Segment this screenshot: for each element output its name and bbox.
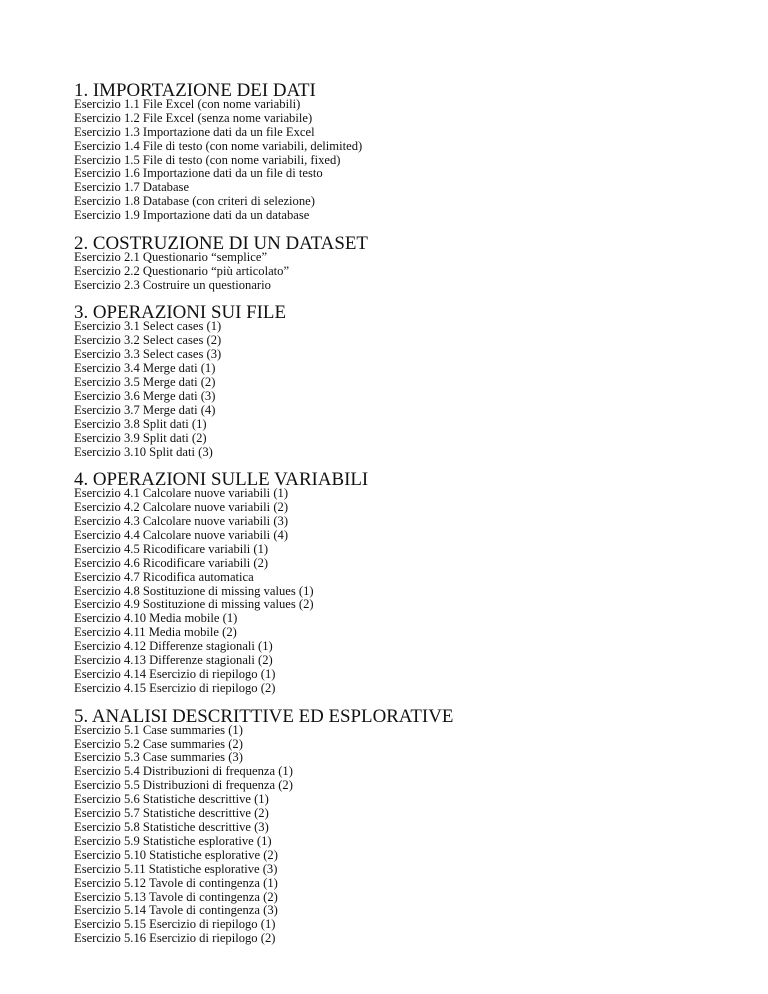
exercise-item: Esercizio 5.6 Statistiche descrittive (1) <box>74 792 269 807</box>
exercise-item: Esercizio 3.3 Select cases (3) <box>74 347 222 362</box>
exercise-item: Esercizio 1.8 Database (con criteri di selezione) <box>74 194 315 209</box>
exercise-item: Esercizio 4.5 Ricodificare variabili (1) <box>74 541 269 556</box>
exercise-item: Esercizio 3.4 Merge dati (1) <box>74 361 216 376</box>
exercise-item: Esercizio 1.5 File di testo (con nome variabili, fixed) <box>74 152 341 167</box>
section-title: 3. OPERAZIONI SUI FILE <box>74 302 286 324</box>
exercise-item: Esercizio 4.12 Differenze stagionali (1) <box>74 639 273 654</box>
exercise-item: Esercizio 3.1 Select cases (1) <box>74 319 222 334</box>
exercise-item: Esercizio 4.14 Esercizio di riepilogo (1) <box>74 667 276 682</box>
section-operazioni-variabili <box>74 469 734 696</box>
exercise-item: Esercizio 5.11 Statistiche esplorative (3) <box>74 861 278 876</box>
exercise-item: Esercizio 5.2 Case summaries (2) <box>74 736 243 751</box>
exercise-item: Esercizio 2.1 Questionario “semplice” <box>74 249 268 264</box>
section-operazioni-file <box>74 302 734 459</box>
exercise-item: Esercizio 4.13 Differenze stagionali (2) <box>74 653 273 668</box>
exercise-item: Esercizio 4.6 Ricodificare variabili (2) <box>74 555 269 570</box>
exercise-item: Esercizio 1.6 Importazione dati da un file di testo <box>74 166 323 181</box>
exercise-item: Esercizio 1.1 File Excel (con nome variabili) <box>74 96 301 111</box>
exercise-item: Esercizio 5.12 Tavole di contingenza (1) <box>74 875 278 890</box>
exercise-item: Esercizio 4.8 Sostituzione di missing values (1) <box>74 583 314 598</box>
exercise-item: Esercizio 2.3 Costruire un questionario <box>74 277 271 292</box>
section-title: 1. IMPORTAZIONE DEI DATI <box>74 80 316 101</box>
exercise-item: Esercizio 4.10 Media mobile (1) <box>74 611 238 626</box>
section-costruzione-dataset <box>74 232 734 293</box>
exercise-item: Esercizio 3.7 Merge dati (4) <box>74 402 216 417</box>
exercise-item: Esercizio 4.2 Calcolare nuove variabili (2) <box>74 500 289 515</box>
exercise-item: Esercizio 4.1 Calcolare nuove variabili (1) <box>74 486 289 501</box>
exercise-item: Esercizio 5.4 Distribuzioni di frequenza (1) <box>74 764 293 779</box>
exercise-item: Esercizio 5.1 Case summaries (1) <box>74 722 243 737</box>
document-page <box>74 80 734 960</box>
exercise-item: Esercizio 1.9 Importazione dati da un database <box>74 208 310 223</box>
exercise-item: Esercizio 1.7 Database <box>74 180 190 195</box>
exercise-item: Esercizio 5.15 Esercizio di riepilogo (1) <box>74 917 276 932</box>
section-title: 2. COSTRUZIONE DI UN DATASET <box>74 232 368 254</box>
exercise-item: Esercizio 4.11 Media mobile (2) <box>74 625 237 640</box>
exercise-item: Esercizio 2.2 Questionario “più articolato” <box>74 263 290 278</box>
section-title: 5. ANALISI DESCRITTIVE ED ESPLORATIVE <box>74 705 454 727</box>
exercise-item: Esercizio 3.6 Merge dati (3) <box>74 388 216 403</box>
exercise-item: Esercizio 1.4 File di testo (con nome variabili, delimited) <box>74 138 363 153</box>
section-analisi-descrittive <box>74 705 734 946</box>
section-importazione-dati <box>74 80 734 223</box>
exercise-item: Esercizio 5.8 Statistiche descrittive (3) <box>74 819 269 834</box>
exercise-item: Esercizio 5.7 Statistiche descrittive (2) <box>74 806 269 821</box>
exercise-item: Esercizio 5.13 Tavole di contingenza (2) <box>74 889 278 904</box>
exercise-item: Esercizio 1.3 Importazione dati da un file Excel <box>74 124 315 139</box>
exercise-item: Esercizio 4.15 Esercizio di riepilogo (2) <box>74 680 276 695</box>
exercise-item: Esercizio 1.2 File Excel (senza nome variabile) <box>74 110 313 125</box>
exercise-item: Esercizio 4.7 Ricodifica automatica <box>74 569 254 584</box>
exercise-item: Esercizio 3.9 Split dati (2) <box>74 430 207 445</box>
exercise-item: Esercizio 5.9 Statistiche esplorative (1) <box>74 833 272 848</box>
exercise-item: Esercizio 4.4 Calcolare nuove variabili (4) <box>74 527 289 542</box>
exercise-item: Esercizio 4.3 Calcolare nuove variabili (3) <box>74 514 289 529</box>
exercise-item: Esercizio 5.10 Statistiche esplorative (2) <box>74 847 278 862</box>
exercise-item: Esercizio 3.5 Merge dati (2) <box>74 375 216 389</box>
section-title: 4. OPERAZIONI SULLE VARIABILI <box>74 469 369 491</box>
exercise-item: Esercizio 5.14 Tavole di contingenza (3) <box>74 903 278 918</box>
exercise-item: Esercizio 5.16 Esercizio di riepilogo (2) <box>74 931 276 946</box>
exercise-item: Esercizio 3.2 Select cases (2) <box>74 333 222 348</box>
exercise-item: Esercizio 4.9 Sostituzione di missing values (2) <box>74 597 314 612</box>
exercise-item: Esercizio 5.3 Case summaries (3) <box>74 750 243 765</box>
exercise-item: Esercizio 3.10 Split dati (3) <box>74 444 213 459</box>
exercise-item: Esercizio 5.5 Distribuzioni di frequenza (2) <box>74 778 293 793</box>
exercise-item: Esercizio 3.8 Split dati (1) <box>74 416 207 431</box>
